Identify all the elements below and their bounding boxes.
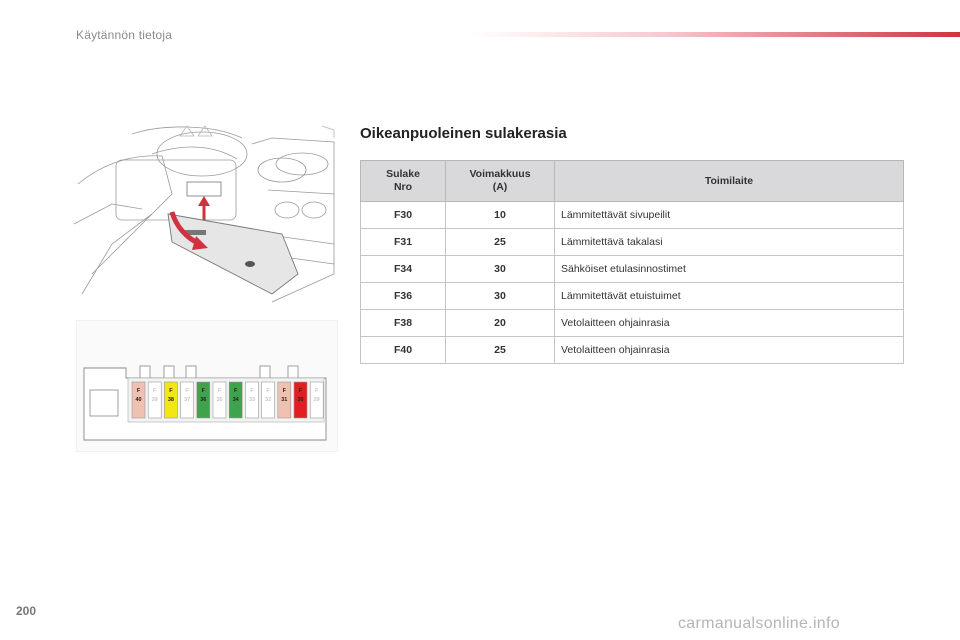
fuse-letter: F — [234, 388, 238, 394]
fuse-amperage: 25 — [446, 229, 555, 256]
fuse-number: F31 — [361, 229, 446, 256]
fuse-letter: F — [217, 388, 222, 394]
fuse-number: F40 — [361, 337, 446, 364]
fuse-slot-29 — [310, 382, 323, 418]
watermark: carmanualsonline.info — [678, 615, 840, 632]
fuse-function: Vetolaitteen ohjainrasia — [555, 310, 904, 337]
page-number: 200 — [16, 604, 37, 618]
section-title: Oikeanpuoleinen sulakerasia — [360, 125, 567, 142]
fuse-number-label: 34 — [232, 397, 239, 403]
fuse-number: F34 — [361, 256, 446, 283]
fuse-number-label: 38 — [167, 397, 174, 403]
fuse-slot-31 — [278, 382, 291, 418]
table-row — [361, 337, 904, 364]
fuse-amperage: 30 — [446, 283, 555, 310]
fuse-slot-40 — [132, 382, 145, 418]
fuse-slot-33 — [245, 382, 258, 418]
fusebox-layout-illustration — [76, 320, 338, 452]
fuse-slot-38 — [164, 382, 177, 418]
fuse-slot-30 — [294, 382, 307, 418]
fuse-function: Lämmitettävä takalasi — [555, 229, 904, 256]
fuse-number: F30 — [361, 202, 446, 229]
header-fuse-number: Sulake Nro — [361, 161, 446, 202]
fuse-amperage: 25 — [446, 337, 555, 364]
fuse-letter: F — [136, 388, 141, 394]
fuse-number-label: 32 — [265, 397, 272, 403]
fuse-number-label: 30 — [297, 397, 304, 403]
fuse-table — [360, 160, 904, 364]
fuse-letter: F — [298, 388, 303, 394]
fuse-number-label: 37 — [184, 397, 191, 403]
fuse-number-label: 35 — [216, 397, 223, 403]
fuse-letter: F — [266, 388, 270, 394]
fuse-function: Vetolaitteen ohjainrasia — [555, 337, 904, 364]
fuse-letter: F — [185, 388, 189, 394]
fuse-letter: F — [315, 388, 319, 394]
fuse-letter: F — [201, 388, 205, 394]
table-row — [361, 310, 904, 337]
fuse-letter: F — [153, 388, 157, 394]
fuse-number-label: 29 — [313, 397, 320, 403]
fuse-number-label: 33 — [248, 397, 255, 403]
fuse-amperage: 20 — [446, 310, 555, 337]
fuse-number: F36 — [361, 283, 446, 310]
fuse-function: Lämmitettävät etuistuimet — [555, 283, 904, 310]
fuse-slot-36 — [197, 382, 210, 418]
fuse-slot-35 — [213, 382, 226, 418]
fuse-number-label: 31 — [281, 397, 288, 403]
fuse-amperage: 10 — [446, 202, 555, 229]
dashboard-fusebox-illustration — [72, 124, 340, 304]
table-row — [361, 283, 904, 310]
table-row — [361, 202, 904, 229]
fuse-slot-34 — [229, 382, 242, 418]
fuse-slot-37 — [181, 382, 194, 418]
fuse-letter: F — [282, 388, 286, 394]
fuse-slot-32 — [262, 382, 275, 418]
fuse-function: Sähköiset etulasinnostimet — [555, 256, 904, 283]
fuse-function: Lämmitettävät sivupeilit — [555, 202, 904, 229]
header-title: Käytännön tietoja — [76, 28, 173, 42]
table-row — [361, 256, 904, 283]
fuse-letter: F — [169, 388, 173, 394]
fuse-number-label: 39 — [151, 397, 158, 403]
fuse-letter: F — [250, 388, 254, 394]
fuse-number-label: 36 — [200, 397, 207, 403]
fuse-amperage: 30 — [446, 256, 555, 283]
header-accent-bar — [470, 32, 960, 37]
table-row — [361, 229, 904, 256]
header-amperage: Voimakkuus (A) — [446, 161, 555, 202]
fuse-slot-39 — [148, 382, 161, 418]
fuse-number: F38 — [361, 310, 446, 337]
fuse-number-label: 40 — [135, 397, 142, 403]
table-header-row — [361, 161, 904, 202]
header-function: Toimilaite — [555, 161, 904, 202]
